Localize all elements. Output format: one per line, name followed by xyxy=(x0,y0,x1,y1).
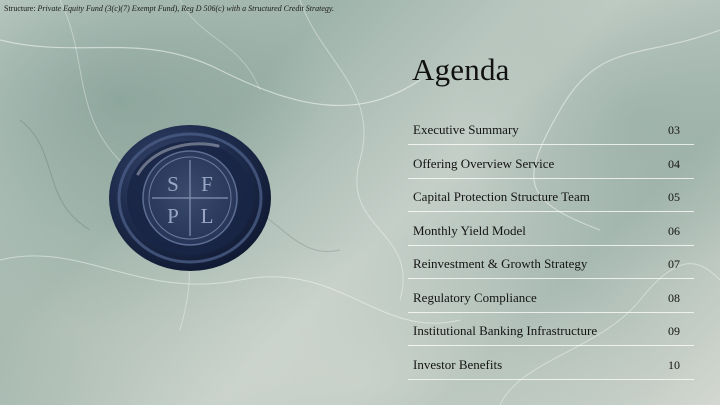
structure-prefix: Structure: xyxy=(4,4,38,13)
agenda-item-label: Monthly Yield Model xyxy=(413,222,526,238)
agenda-item-executive-summary[interactable] xyxy=(408,113,694,145)
agenda-item-label: Investor Benefits xyxy=(413,356,503,372)
agenda-item-page: 09 xyxy=(668,324,680,338)
agenda-item-page: 08 xyxy=(668,290,680,305)
agenda-item-page: 07 xyxy=(668,257,680,271)
agenda-item-monthly-yield[interactable] xyxy=(408,214,694,246)
agenda-item-offering-overview[interactable] xyxy=(408,147,694,179)
agenda-item-page: 06 xyxy=(668,223,680,238)
seal-letter-p: P xyxy=(167,204,179,228)
seal-letter-s: S xyxy=(167,172,179,196)
agenda-title: Agenda xyxy=(412,52,510,87)
agenda-item-capital-protection[interactable] xyxy=(408,180,694,212)
agenda-item-label: Executive Summary xyxy=(413,122,519,137)
wax-seal-logo xyxy=(108,124,272,272)
agenda-item-label: Offering Overview Service xyxy=(413,155,555,171)
agenda-item-page: 05 xyxy=(668,190,680,204)
seal-letter-l: L xyxy=(200,204,214,228)
agenda-item-banking-infrastructure[interactable] xyxy=(408,314,694,346)
agenda-item-label: Institutional Banking Infrastructure xyxy=(413,323,598,338)
agenda-list xyxy=(408,113,694,381)
agenda-item-reinvestment[interactable] xyxy=(408,247,694,279)
agenda-item-page: 04 xyxy=(668,156,680,171)
agenda-item-investor-benefits[interactable] xyxy=(408,348,694,380)
structure-note xyxy=(4,4,334,13)
seal-letter-f: F xyxy=(201,172,213,196)
agenda-item-label: Regulatory Compliance xyxy=(413,289,537,305)
agenda-item-label: Reinvestment & Growth Strategy xyxy=(413,256,588,271)
agenda-item-page: 03 xyxy=(668,123,680,137)
agenda-item-regulatory[interactable] xyxy=(408,281,694,313)
structure-text: Private Equity Fund (3(c)(7) Exempt Fund), Reg D 506(c) with a Structured Credit Strategy. xyxy=(37,4,334,13)
agenda-item-label: Capital Protection Structure Team xyxy=(413,189,590,204)
agenda-item-page: 10 xyxy=(668,357,680,372)
